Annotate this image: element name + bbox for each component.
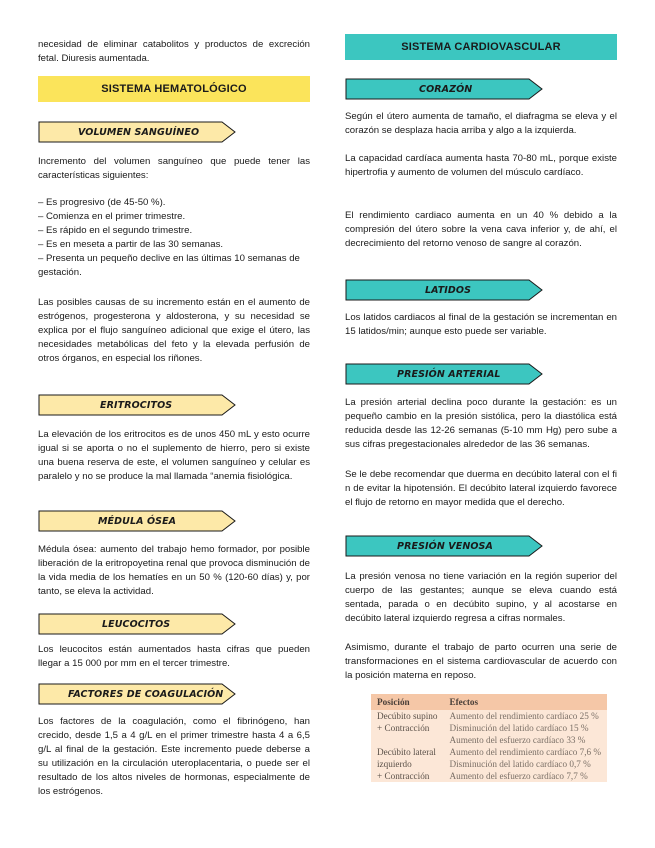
list-item: – Comienza en el primer trimestre. [38, 211, 186, 222]
tag-presion-arterial [345, 363, 543, 385]
tag-label: PRESIÓN ARTERIAL [397, 368, 501, 380]
table-cell: izquierdo [377, 759, 412, 769]
table-cell: Disminución del latido cardíaco 0,7 % [449, 759, 591, 769]
table-cell: Disminución del latido cardíaco 15 % [449, 723, 589, 733]
tag-volumen-sanguineo [38, 121, 236, 143]
table-row [371, 734, 607, 746]
table-row [371, 710, 607, 722]
medula-text: Médula ósea: aumento del trabajo hemo formador, por posible liberación de la eritropoyetina renal que provoca disminución de la vida media de los hematíes en un 50 % (120-60 días) y, por tanto, se eleva la actividad. [38, 544, 310, 597]
tag-label: MÉDULA ÓSEA [98, 515, 177, 527]
leucocitos-text: Los leucocitos están aumentados hasta cifras que pueden llegar a 15 000 por mm en el tercer trimestre. [38, 644, 310, 669]
coagulacion-text: Los factores de la coagulación, como el fibrinógeno, han crecido, desde 1,5 a 4 g/L en el primer trimestre hasta 4 a 6,5 g/L al final de la gestación. Este incremento puede deberse a su utilización en la circulación uteroplacentaria, o puede ser el resultado de los altos niveles de hormonas, especialmente de los estrógenos. [38, 716, 310, 797]
table-cell: Aumento del esfuerzo cardíaco 7,7 % [449, 771, 588, 781]
table-cell: Aumento del esfuerzo cardíaco 33 % [449, 735, 586, 745]
corazon-p2: La capacidad cardíaca aumenta hasta 70-80 mL, porque existe hipertrofia y aumento de volumen del músculo cardíaco. [345, 153, 617, 178]
presion-arterial-p2: Se le debe recomendar que duerma en decúbito lateral con el fi n de evitar la hipotensión. El decúbito lateral izquierdo favorece el flujo de retorno en mayor medida que el derecho. [345, 469, 617, 508]
table-cell: Aumento del rendimiento cardíaco 25 % [449, 711, 599, 721]
tag-label: FACTORES DE COAGULACIÓN [68, 688, 224, 700]
volumen-causes: Las posibles causas de su incremento están en el aumento de estrógenos, progesterona y aldosterona, y su necesidad se explica por el flujo sanguíneo adicional que exige el útero, las necesidades metabólicas del feto y la elevada perfusión de otros órganos, en especial los riñones. [38, 297, 310, 364]
section-title-hematologico: SISTEMA HEMATOLÓGICO [38, 76, 310, 102]
tag-label: CORAZÓN [419, 83, 473, 95]
presion-venosa-p1: La presión venosa no tiene variación en la región superior del cuerpo de las gestantes; aunque se eleva cuando está sentada, parada o en decúbito supino, y al acostarse en decúbito lateral izquierdo regresa a cifras normales. [345, 571, 617, 624]
table-cell [371, 734, 443, 746]
table-cell: Aumento del rendimiento cardíaco 7,6 % [449, 747, 602, 757]
tag-label: LEUCOCITOS [102, 618, 171, 630]
presion-arterial-p1: La presión arterial declina poco durante la gestación: es un pequeño cambio en la presión sistólica, pero la diastólica está reducida desde las 12-26 semanas (5-10 mm Hg) pero sube a sus cifras pregestacionales alrededor de las 36 semanas. [345, 397, 617, 450]
table-header: Posición [371, 694, 443, 710]
effects-table [371, 694, 607, 782]
tag-medula-osea [38, 510, 236, 532]
tag-latidos [345, 279, 543, 301]
table-cell: + Contracción [377, 723, 430, 733]
volumen-list [38, 196, 310, 280]
list-item: – Es en meseta a partir de las 30 semanas. [38, 239, 224, 250]
intro-text: necesidad de eliminar catabolitos y productos de excreción fetal. Diuresis aumentada. [38, 39, 310, 64]
eritrocitos-text: La elevación de los eritrocitos es de unos 450 mL y esto ocurre igual si se aporta o no el suplemento de hierro, pero si existe una buena reserva de este, el volumen sanguíneo y celular es paralelo y no se produce la mal llamada “anemia fisiológica. [38, 429, 310, 482]
tag-label: LATIDOS [425, 284, 472, 296]
tag-presion-venosa [345, 535, 543, 557]
table-cell: + Contracción [377, 771, 430, 781]
corazon-p1: Según el útero aumenta de tamaño, el diafragma se eleva y el corazón se desplaza hacia arriba y algo a la izquierda. [345, 111, 617, 136]
table-row [371, 722, 607, 734]
tag-leucocitos [38, 613, 236, 635]
tag-label: VOLUMEN SANGUÍNEO [78, 126, 200, 138]
tag-label: PRESIÓN VENOSA [397, 540, 493, 552]
tag-eritrocitos [38, 394, 236, 416]
list-item: – Presenta un pequeño declive en las últimas 10 semanas de gestación. [38, 253, 300, 278]
tag-label: ERITROCITOS [100, 399, 173, 411]
tag-factores-coagulacion [38, 683, 236, 705]
list-item: – Es progresivo (de 45-50 %). [38, 197, 166, 208]
presion-venosa-p2: Asimismo, durante el trabajo de parto ocurren una serie de transformaciones en el sistema cardiovascular de acuerdo con la posición materna en reposo. [345, 642, 617, 681]
tag-corazon [345, 78, 543, 100]
latidos-text: Los latidos cardiacos al final de la gestación se incrementan en 15 latidos/min; aunque esto puede ser variable. [345, 312, 617, 337]
volumen-intro: Incremento del volumen sanguíneo que puede tener las características siguientes: [38, 156, 310, 181]
corazon-p3: El rendimiento cardiaco aumenta en un 40 % debido a la compresión del útero sobre la vena cava inferior y, de ahí, el decrecimiento del retorno venoso de sangre al corazón. [345, 210, 617, 249]
table-cell: Decúbito lateral [377, 747, 436, 757]
table-row [371, 758, 607, 770]
list-item: – Es rápido en el segundo trimestre. [38, 225, 193, 236]
table-header: Efectos [443, 694, 607, 710]
table-row [371, 770, 607, 782]
table-header-row [371, 694, 607, 710]
table-row [371, 746, 607, 758]
table-cell: Decúbito supino [377, 711, 438, 721]
section-title-cardiovascular: SISTEMA CARDIOVASCULAR [345, 34, 617, 60]
